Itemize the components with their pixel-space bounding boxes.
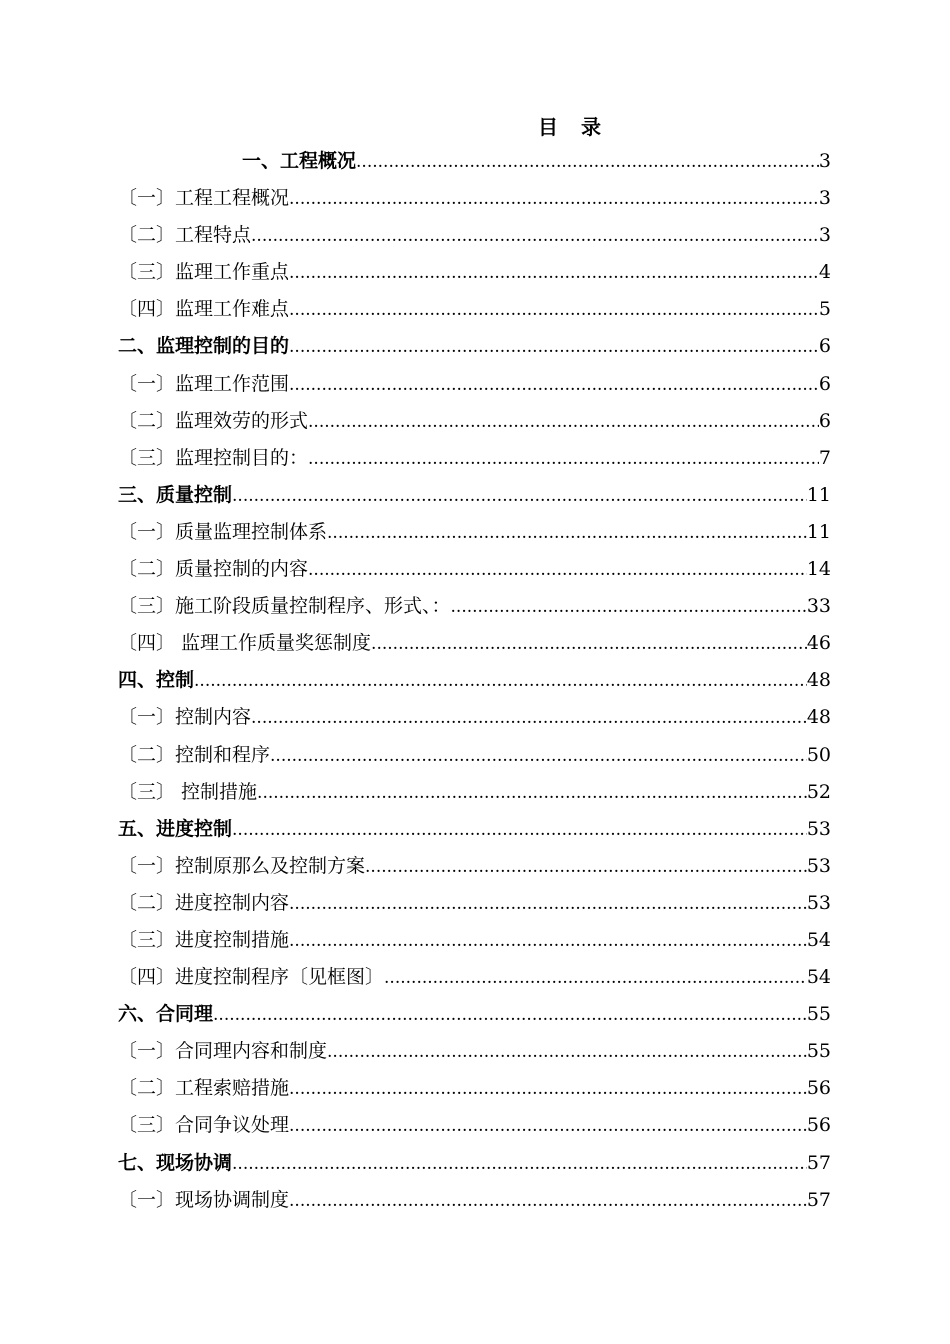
toc-title: [0, 112, 950, 142]
toc-subsection-entry[interactable]: [118, 1033, 831, 1070]
toc-entry-label: 七、现场协调: [118, 1151, 233, 1174]
toc-entry-page-number: 5: [818, 298, 831, 321]
toc-entry-label: 〔二〕进度控制内容: [118, 891, 290, 914]
toc-dot-leader: [289, 1071, 807, 1108]
toc-entry-page-number: 55: [806, 1003, 831, 1026]
toc-dot-leader: [289, 1108, 807, 1145]
toc-dot-leader: [289, 292, 819, 329]
toc-entry-page-number: 53: [806, 891, 831, 914]
toc-list: [118, 143, 831, 1219]
toc-subsection-entry[interactable]: [118, 959, 831, 996]
toc-entry-page-number: 55: [806, 1040, 831, 1063]
toc-subsection-entry[interactable]: [118, 848, 831, 885]
toc-subsection-entry[interactable]: [118, 1107, 831, 1144]
toc-dot-leader: [232, 1146, 807, 1183]
toc-subsection-entry[interactable]: [118, 551, 831, 588]
toc-dot-leader: [213, 997, 807, 1034]
toc-subsection-entry[interactable]: [118, 217, 831, 254]
toc-subsection-entry[interactable]: [118, 514, 831, 551]
toc-dot-leader: [308, 441, 819, 478]
toc-title-left: 目: [538, 115, 559, 139]
toc-subsection-entry[interactable]: [118, 403, 831, 440]
toc-entry-label: 三、质量控制: [118, 483, 233, 506]
toc-subsection-entry[interactable]: [118, 291, 831, 328]
toc-entry-label: 〔一〕质量监理控制体系: [118, 520, 328, 543]
toc-entry-page-number: 33: [806, 595, 831, 618]
toc-entry-label: 〔一〕控制原那么及控制方案: [118, 854, 366, 877]
toc-entry-label: 一、工程概况: [242, 150, 357, 172]
toc-entry-page-number: 6: [818, 409, 831, 432]
toc-entry-page-number: 7: [818, 446, 831, 469]
toc-entry-page-number: 54: [806, 928, 831, 951]
toc-subsection-entry[interactable]: [118, 737, 831, 774]
toc-subsection-entry[interactable]: [118, 366, 831, 403]
toc-entry-label: 〔三〕施工阶段质量控制程序、形式、：: [118, 595, 451, 618]
toc-subsection-entry[interactable]: [118, 1182, 831, 1219]
toc-entry-label: 〔二〕工程特点: [118, 224, 252, 247]
toc-entry-page-number: 14: [806, 558, 831, 581]
toc-entry-page-number: 53: [806, 817, 831, 840]
toc-entry-page-number: 3: [818, 150, 831, 172]
toc-entry-label: 〔一〕工程工程概况: [118, 187, 290, 210]
toc-entry-page-number: 6: [818, 335, 831, 358]
toc-entry-label: 〔一〕监理工作范围: [118, 372, 290, 395]
toc-entry-page-number: 56: [806, 1077, 831, 1100]
toc-entry-page-number: 52: [806, 780, 831, 803]
toc-dot-leader: [371, 626, 807, 663]
toc-section-entry[interactable]: [118, 328, 831, 365]
toc-dot-leader: [308, 552, 807, 589]
toc-entry-label: 〔二〕监理效劳的形式: [118, 409, 309, 432]
toc-entry-page-number: 4: [818, 261, 831, 284]
toc-entry-label: 〔四〕监理工作难点: [118, 298, 290, 321]
toc-dot-leader: [356, 144, 819, 181]
toc-dot-leader: [232, 478, 807, 515]
toc-entry-label: 〔三〕合同争议处理: [118, 1114, 290, 1137]
toc-subsection-entry[interactable]: [118, 774, 831, 811]
toc-entry-page-number: 57: [806, 1188, 831, 1211]
toc-dot-leader: [289, 255, 819, 292]
toc-entry-page-number: 54: [806, 966, 831, 989]
toc-dot-leader: [289, 886, 807, 923]
toc-entry-label: 二、监理控制的目的: [118, 335, 290, 358]
toc-title-right: 录: [581, 115, 602, 139]
toc-dot-leader: [289, 1183, 807, 1220]
toc-entry-label: 〔三〕进度控制措施: [118, 928, 290, 951]
toc-subsection-entry[interactable]: [118, 254, 831, 291]
toc-entry-label: 〔三〕监理控制目的：: [118, 446, 309, 469]
toc-dot-leader: [384, 960, 807, 997]
toc-dot-leader: [327, 515, 807, 552]
toc-subsection-entry[interactable]: [118, 588, 831, 625]
toc-subsection-entry[interactable]: [118, 440, 831, 477]
toc-dot-leader: [289, 181, 819, 218]
toc-subsection-entry[interactable]: [118, 1070, 831, 1107]
toc-dot-leader: [232, 812, 807, 849]
toc-entry-label: 〔四〕 监理工作质量奖惩制度: [118, 632, 372, 655]
toc-entry-label: 〔四〕进度控制程序〔见框图〕: [118, 966, 385, 989]
toc-entry-label: 〔三〕监理工作重点: [118, 261, 290, 284]
toc-dot-leader: [251, 700, 807, 737]
toc-entry-page-number: 57: [806, 1151, 831, 1174]
toc-entry-label: 〔三〕 控制措施: [118, 780, 258, 803]
toc-entry-page-number: 53: [806, 854, 831, 877]
toc-entry-page-number: 11: [806, 483, 831, 506]
toc-entry-label: 四、控制: [118, 669, 195, 692]
toc-entry-page-number: 50: [806, 743, 831, 766]
toc-dot-leader: [251, 218, 819, 255]
toc-dot-leader: [289, 367, 819, 404]
toc-entry-page-number: 11: [806, 520, 831, 543]
toc-dot-leader: [194, 663, 807, 700]
toc-entry-page-number: 46: [806, 632, 831, 655]
toc-dot-leader: [327, 1034, 807, 1071]
toc-section-entry[interactable]: [118, 996, 831, 1033]
toc-dot-leader: [365, 849, 807, 886]
toc-subsection-entry[interactable]: [118, 922, 831, 959]
toc-dot-leader: [270, 738, 807, 775]
toc-entry-label: 〔一〕合同理内容和制度: [118, 1040, 328, 1063]
toc-entry-label: 六、合同理: [118, 1003, 214, 1026]
toc-section-entry[interactable]: [118, 143, 831, 180]
toc-entry-page-number: 3: [818, 187, 831, 210]
toc-entry-page-number: 56: [806, 1114, 831, 1137]
toc-entry-label: 〔一〕控制内容: [118, 706, 252, 729]
toc-section-entry[interactable]: [118, 811, 831, 848]
toc-dot-leader: [308, 404, 819, 441]
toc-subsection-entry[interactable]: [118, 625, 831, 662]
toc-dot-leader: [289, 923, 807, 960]
toc-section-entry[interactable]: [118, 1145, 831, 1182]
toc-subsection-entry[interactable]: [118, 180, 831, 217]
toc-dot-leader: [257, 775, 807, 812]
toc-section-entry[interactable]: [118, 477, 831, 514]
toc-entry-label: 〔二〕工程索赔措施: [118, 1077, 290, 1100]
toc-entry-label: 〔一〕现场协调制度: [118, 1188, 290, 1211]
toc-dot-leader: [451, 589, 807, 626]
toc-dot-leader: [289, 329, 819, 366]
toc-subsection-entry[interactable]: [118, 885, 831, 922]
toc-entry-page-number: 48: [806, 669, 831, 692]
toc-subsection-entry[interactable]: [118, 699, 831, 736]
toc-entry-label: 〔二〕质量控制的内容: [118, 558, 309, 581]
toc-section-entry[interactable]: [118, 662, 831, 699]
toc-entry-page-number: 3: [818, 224, 831, 247]
toc-entry-page-number: 6: [818, 372, 831, 395]
toc-entry-label: 五、进度控制: [118, 817, 233, 840]
toc-entry-page-number: 48: [806, 706, 831, 729]
toc-entry-label: 〔二〕控制和程序: [118, 743, 271, 766]
